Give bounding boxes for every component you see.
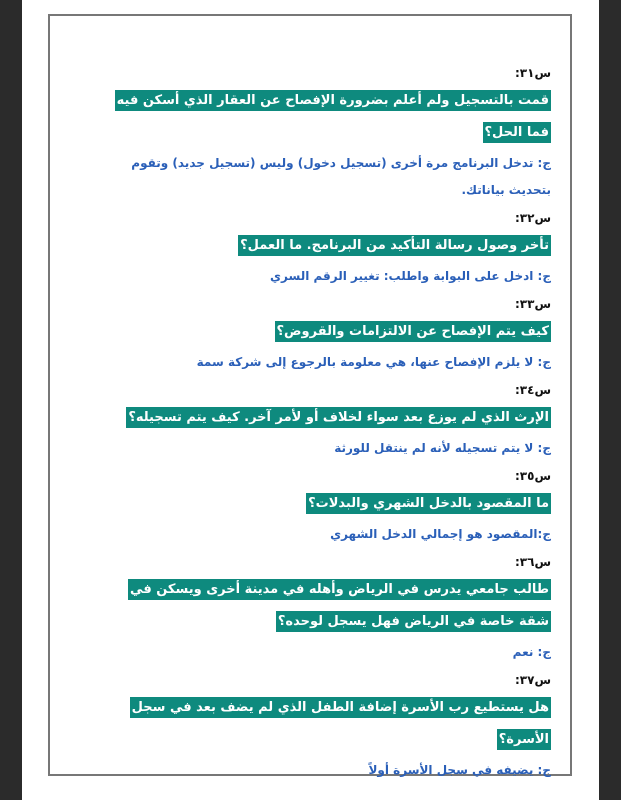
faq-item (110, 207, 551, 290)
faq-item (110, 465, 551, 548)
faq-item (110, 62, 551, 204)
faq-item (110, 379, 551, 462)
question-text: هل يستطيع رب الأسرة إضافة الطفل الذي لم يضف بعد في سجل الأسرة؟ (130, 697, 551, 750)
question-number: س٣٧: (514, 673, 551, 687)
answer-text: ج: يضيفه في سجل الأسرة أولاً (368, 763, 551, 777)
faq-item (110, 669, 551, 784)
question-number: س٣٢: (514, 211, 551, 225)
question-text: كيف يتم الإفصاح عن الالتزامات والقروض؟ (275, 321, 551, 342)
answer-text: ج:المقصود هو إجمالي الدخل الشهري (330, 527, 551, 541)
faq-item (110, 551, 551, 666)
question-number: س٣١: (514, 66, 551, 80)
answer-text: ج: لا يلزم الإفصاح عنها، هي معلومة بالرجوع إلى شركة سمة (196, 355, 551, 369)
faq-item (110, 293, 551, 376)
question-text: الإرث الذي لم يوزع بعد سواء لخلاف أو لأمر آخر. كيف يتم تسجيله؟ (126, 407, 551, 428)
question-number: س٣٦: (514, 555, 551, 569)
question-number: س٣٣: (514, 297, 551, 311)
question-number: س٣٥: (514, 469, 551, 483)
question-text: طالب جامعي يدرس في الرياض وأهله في مدينة أخرى ويسكن في شقة خاصة في الرياض فهل يسجل لوحده؟ (128, 579, 551, 632)
question-text: قمت بالتسجيل ولم أعلم بضرورة الإفصاح عن العقار الذي أسكن فيه فما الحل؟ (115, 90, 551, 143)
answer-text: ج: لا يتم تسجيله لأنه لم ينتقل للورثة (334, 441, 551, 455)
question-number: س٣٤: (514, 383, 551, 397)
answer-text: ج: تدخل البرنامج مرة أخرى (تسجيل دخول) وليس (تسجيل جديد) وتقوم بتحديث بياناتك. (131, 156, 551, 197)
question-text: تأخر وصول رسالة التأكيد من البرنامج. ما العمل؟ (238, 235, 551, 256)
viewer-right-edge (599, 0, 621, 800)
document-page (22, 0, 599, 800)
answer-text: ج: ادخل على البوابة واطلب: تغيير الرقم السري (270, 269, 551, 283)
viewer-left-edge (0, 0, 22, 800)
answer-text: ج: نعم (512, 645, 551, 659)
faq-list (110, 62, 551, 787)
question-text: ما المقصود بالدخل الشهري والبدلات؟ (306, 493, 551, 514)
